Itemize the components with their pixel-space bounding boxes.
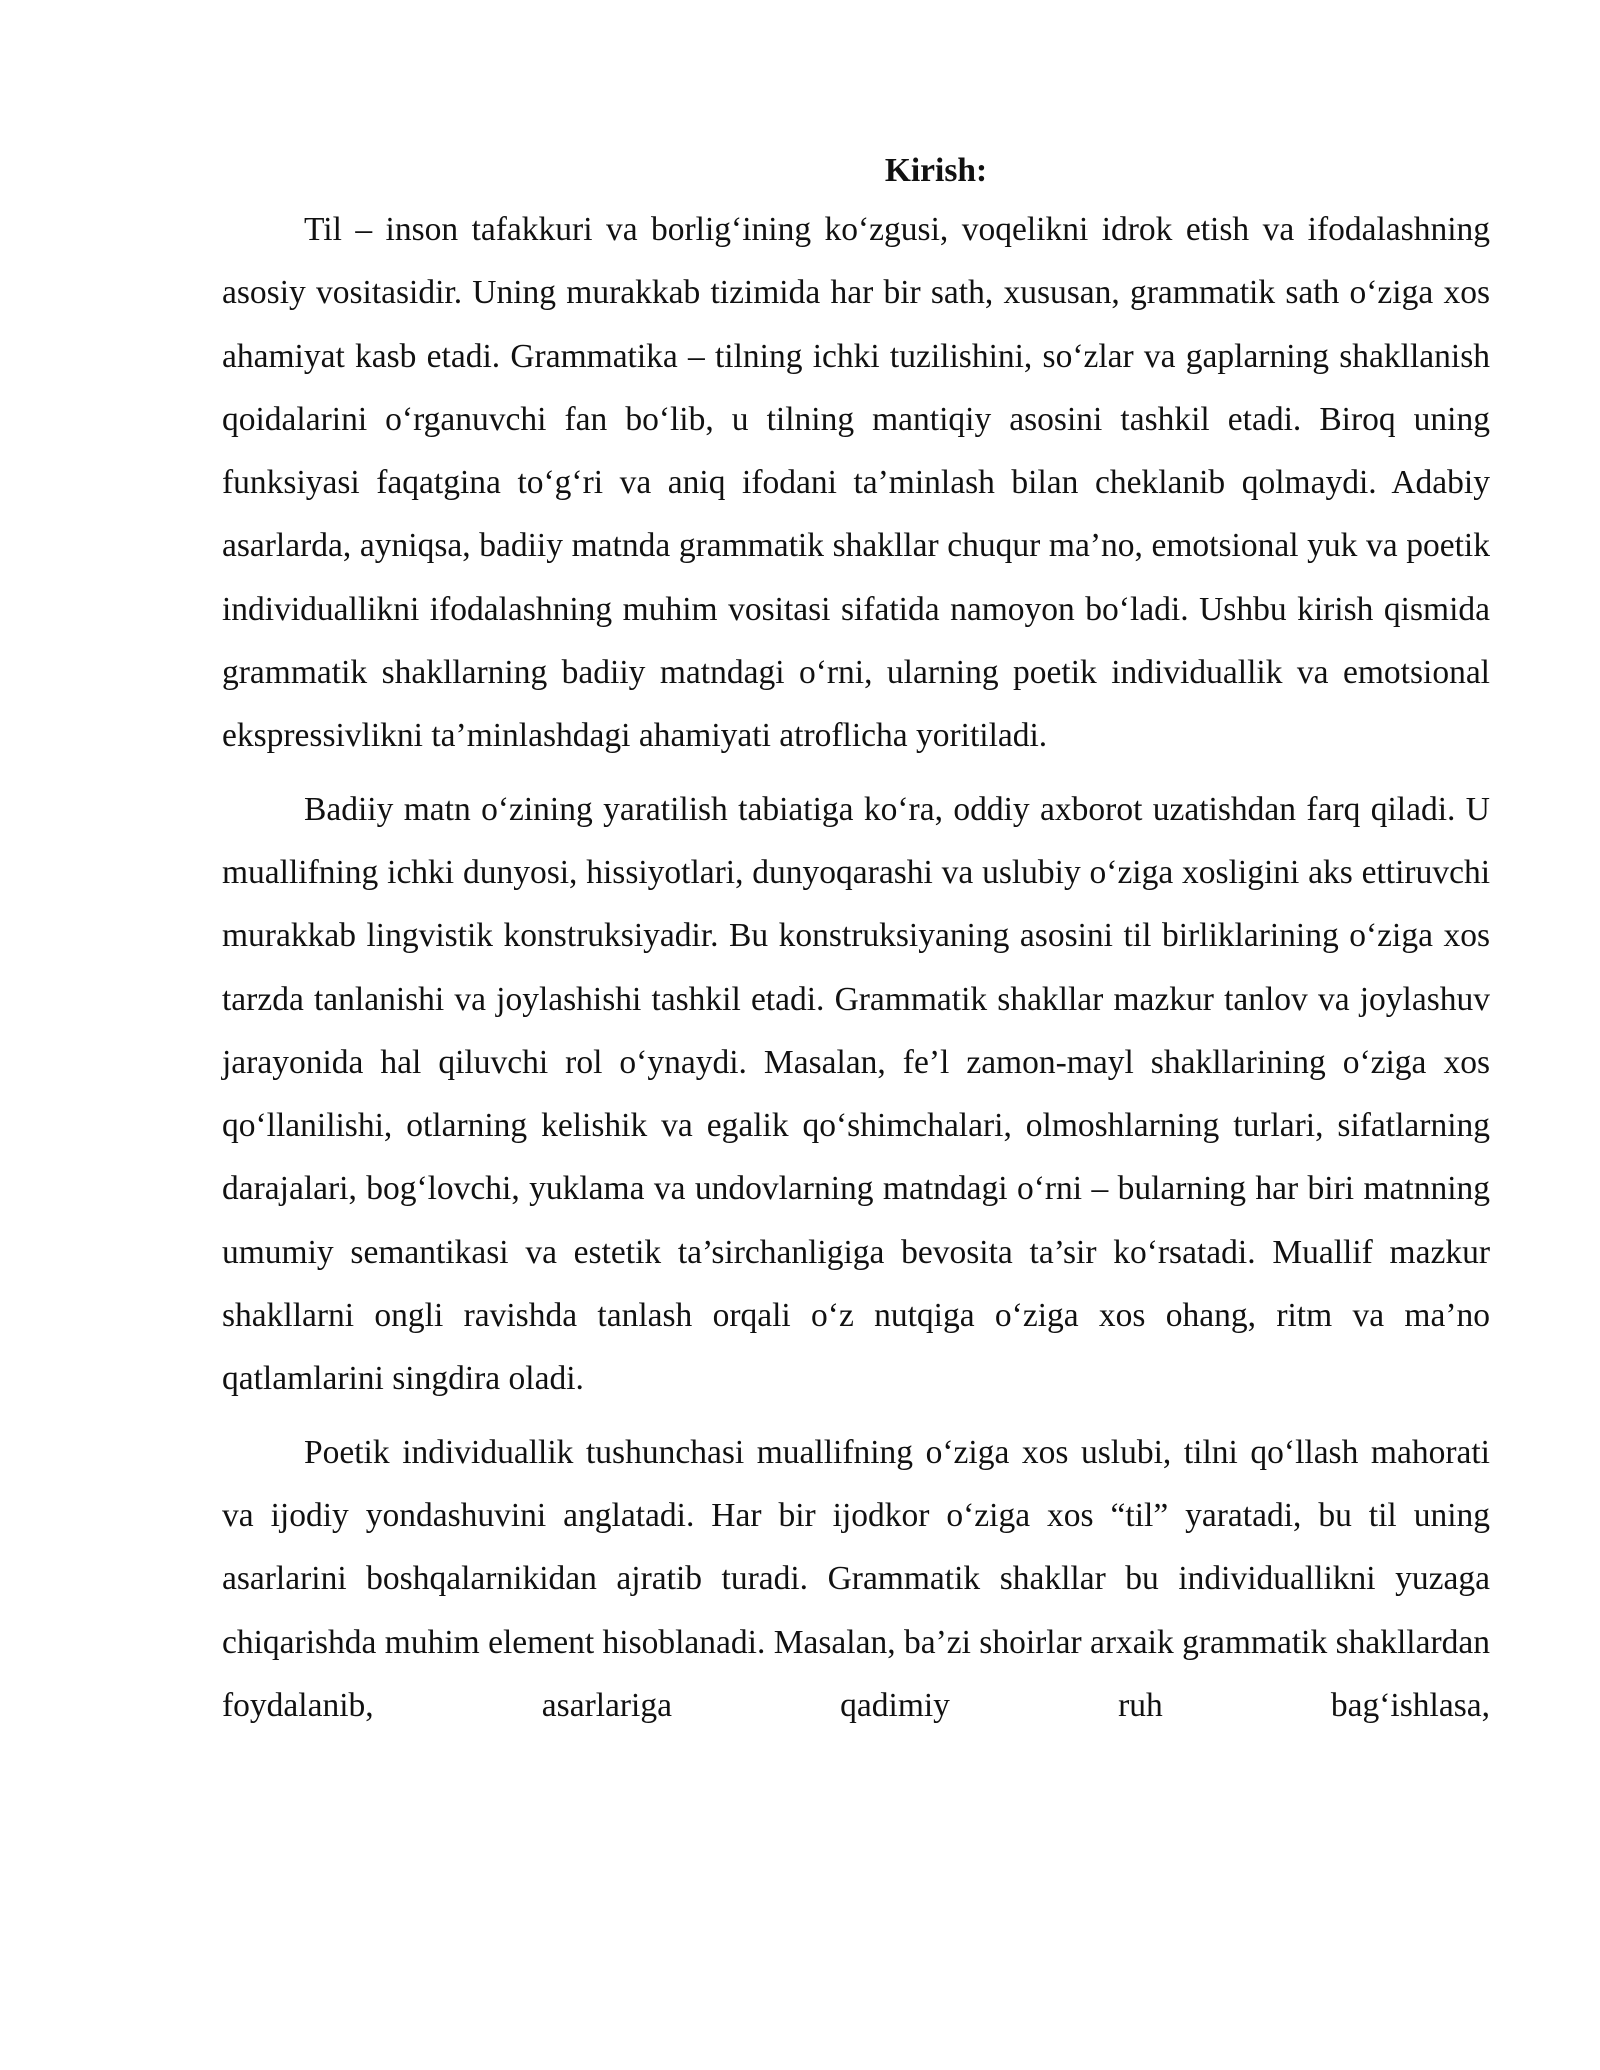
paragraph-1: Til – inson tafakkuri va borlig‘ining ko‘zgusi, voqelikni idrok etish va ifodalashning asosiy vositasidir. Uning murakkab tizimida har bir sath, xususan, grammatik sath o‘ziga xos ahamiyat kasb etadi. Grammatika – tilning ichki tuzilishini, so‘zlar va gaplarning shakllanish qoidalarini o‘rganuvchi fan bo‘lib, u tilning mantiqiy asosini tashkil etadi. Biroq uning funksiyasi faqatgina to‘g‘ri va aniq ifodani ta’minlash bilan cheklanib qolmaydi. Adabiy asarlarda, ayniqsa, badiiy matnda grammatik shakllar chuqur ma’no, emotsional yuk va poetik individuallikni ifodalashning muhim vositasi sifatida namoyon bo‘ladi. Ushbu kirish qismida grammatik shakllarning badiiy matndagi o‘rni, ularning poetik individuallik va emotsional ekspressivlikni ta’minlashdagi ahamiyati atroflicha yoritiladi. [222, 211, 1490, 755]
paragraph-2: Badiiy matn o‘zining yaratilish tabiatiga ko‘ra, oddiy axborot uzatishdan farq qiladi. U muallifning ichki dunyosi, hissiyotlari, dunyoqarashi va uslubiy o‘ziga xosligini aks ettiruvchi murakkab lingvistik konstruksiyadir. Bu konstruksiyaning asosini til birliklarining o‘ziga xos tarzda tanlanishi va joylashishi tashkil etadi. Grammatik shakllar mazkur tanlov va joylashuv jarayonida hal qiluvchi rol o‘ynaydi. Masalan, fe’l zamon-mayl shakllarining o‘ziga xos qo‘llanilishi, otlarning kelishik va egalik qo‘shimchalari, olmoshlarning turlari, sifatlarning darajalari, bog‘lovchi, yuklama va undovlarning matndagi o‘rni – bularning har biri matnning umumiy semantikasi va estetik ta’sirchanligiga bevosita ta’sir ko‘rsatadi. Muallif mazkur shakllarni ongli ravishda tanlash orqali o‘z nutqiga o‘ziga xos ohang, ritm va ma’no qatlamlarini singdira oladi. [222, 790, 1490, 1398]
paragraph-3: Poetik individuallik tushunchasi muallifning o‘ziga xos uslubi, tilni qo‘llash mahorati va ijodiy yondashuvini anglatadi. Har bir ijodkor o‘ziga xos “til” yaratadi, bu til uning asarlarini boshqalarnikidan ajratib turadi. Grammatik shakllar bu individuallikni yuzaga chiqarishda muhim element hisoblanadi. Masalan, ba’zi shoirlar arxaik grammatik shakllardan foydalanib, asarlariga qadimiy ruh bag‘ishlasa, [222, 1433, 1490, 1724]
document-body [222, 150, 1490, 1747]
section-heading: Kirish: [884, 152, 988, 189]
